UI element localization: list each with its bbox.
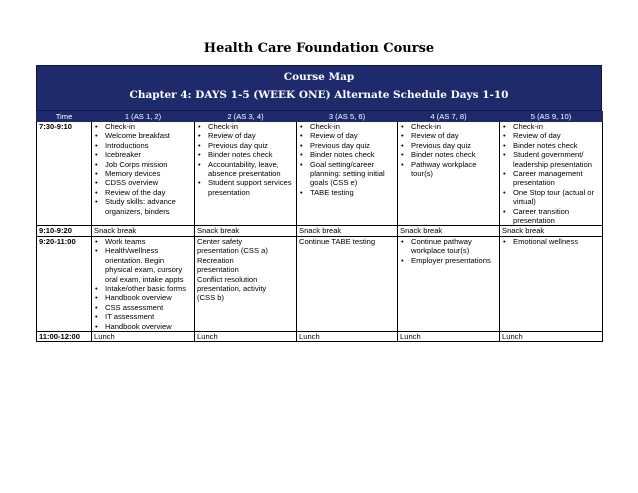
list-item: • Previous day quiz [400,141,497,150]
list-item: • Health/wellness orientation. Begin physical exam, cursory oral exam, intake appts [94,246,192,284]
activity-list [400,237,497,265]
table-header-row [37,112,603,122]
list-item: • Binder notes check [197,150,294,159]
header-day-2: 2 (AS 3, 4) [195,112,297,122]
table-row [37,226,603,236]
header-time: Time [37,112,92,122]
schedule-cell: Lunch [297,331,398,341]
schedule-cell [297,122,398,226]
activity-list [502,237,600,246]
list-item: • Binder notes check [299,150,395,159]
banner-heading: Course Map [283,71,355,83]
time-cell: 9:10-9:20 [37,226,92,236]
schedule-table [36,111,603,342]
activity-list [197,122,294,197]
table-row [37,122,603,226]
table-row [37,331,603,341]
header-day-1: 1 (AS 1, 2) [92,112,195,122]
schedule-cell: Snack break [500,226,603,236]
schedule-cell [500,236,603,331]
activity-list [400,122,497,178]
document-title: Health Care Foundation Course [203,41,435,56]
schedule-cell: Lunch [195,331,297,341]
list-item: • Accountability, leave, absence presentation [197,160,294,179]
course-map-banner [36,65,602,111]
schedule-cell [195,122,297,226]
list-item: • One Stop tour (actual or virtual) [502,188,600,207]
time-cell: 7:30-9:10 [37,122,92,226]
list-item: • Handbook overview [94,293,192,302]
schedule-cell: Continue TABE testing [297,236,398,331]
list-item: • Previous day quiz [299,141,395,150]
schedule-cell: Snack break [92,226,195,236]
schedule-cell: Snack break [297,226,398,236]
list-item: • Check-in [94,122,192,131]
list-item: • Handbook overview [94,322,192,331]
header-day-5: 5 (AS 9, 10) [500,112,603,122]
list-item: • Employer presentations [400,256,497,265]
schedule-cell: Lunch [92,331,195,341]
list-item: • Emotional wellness [502,237,600,246]
list-item: • Check-in [299,122,395,131]
list-item: • Previous day quiz [197,141,294,150]
schedule-cell: Snack break [398,226,500,236]
list-item: • Review of day [299,131,395,140]
banner-subheading: Chapter 4: DAYS 1-5 (WEEK ONE) Alternate Schedule Days 1-10 [129,89,509,101]
header-day-4: 4 (AS 7, 8) [398,112,500,122]
list-item: • Review of day [400,131,497,140]
list-item: • Intake/other basic forms [94,284,192,293]
activity-list [299,122,395,197]
list-item: • Student support services presentation [197,178,294,197]
schedule-cell: Snack break [195,226,297,236]
list-item: • Introductions [94,141,192,150]
time-cell: 11:00-12:00 [37,331,92,341]
activity-list [502,122,600,225]
schedule-cell [92,122,195,226]
list-item: • Binder notes check [400,150,497,159]
list-item: • Work teams [94,237,192,246]
list-item: • TABE testing [299,188,395,197]
list-item: • Review of day [502,131,600,140]
list-item: • CDSS overview [94,178,192,187]
list-item: • Memory devices [94,169,192,178]
activity-list [94,237,192,331]
header-day-3: 3 (AS 5, 6) [297,112,398,122]
list-item: • Binder notes check [502,141,600,150]
schedule-cell: Lunch [500,331,603,341]
list-item: • Welcome breakfast [94,131,192,140]
table-row [37,236,603,331]
schedule-cell [398,236,500,331]
list-item: • Pathway workplace tour(s) [400,160,497,179]
time-cell: 9:20-11:00 [37,236,92,331]
list-item: • Icebreaker [94,150,192,159]
list-item: • Review of the day [94,188,192,197]
schedule-cell: Lunch [398,331,500,341]
schedule-cell [92,236,195,331]
list-item: • Study skills: advance organizers, binders [94,197,192,216]
list-item: • Review of day [197,131,294,140]
list-item: • Goal setting/career planning: setting initial goals (CSS e) [299,160,395,188]
list-item: • Continue pathway workplace tour(s) [400,237,497,256]
schedule-cell: Center safety presentation (CSS a) Recreation presentation Conflict resolution presentation, activity (CSS b) [195,236,297,331]
list-item: • Job Corps mission [94,160,192,169]
list-item: • IT assessment [94,312,192,321]
list-item: • Student government/ leadership presentation [502,150,600,169]
activity-list [94,122,192,216]
list-item: • Career management presentation [502,169,600,188]
list-item: • CSS assessment [94,303,192,312]
list-item: • Check-in [400,122,497,131]
list-item: • Career transition presentation [502,207,600,226]
schedule-cell [398,122,500,226]
list-item: • Check-in [197,122,294,131]
schedule-cell [500,122,603,226]
list-item: • Check-in [502,122,600,131]
